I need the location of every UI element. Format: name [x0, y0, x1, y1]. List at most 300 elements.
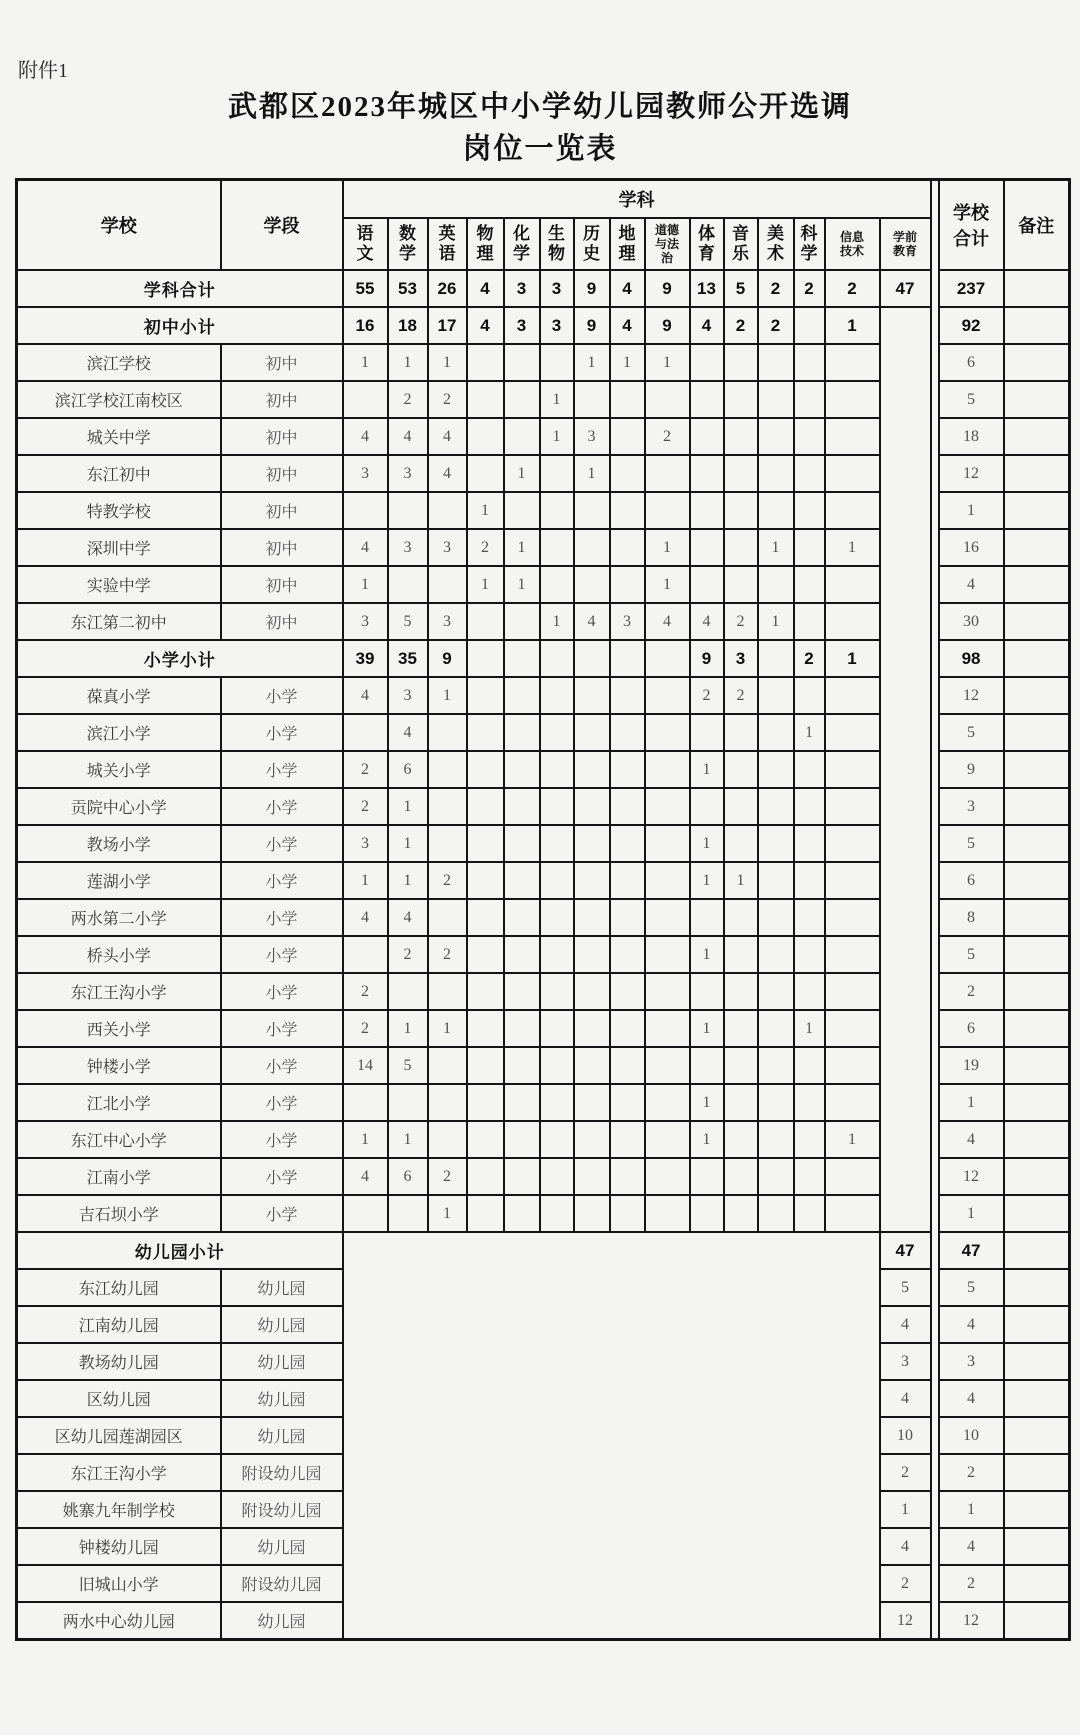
- subject-value-cell: [428, 825, 467, 862]
- subject-value-cell: [467, 1121, 504, 1158]
- subject-value-cell: [504, 973, 540, 1010]
- gap-cell: [931, 1343, 939, 1380]
- subject-value-cell: [724, 751, 758, 788]
- subject-value-cell: 3: [388, 455, 428, 492]
- gap-cell: [931, 677, 939, 714]
- subject-value-cell: [794, 381, 825, 418]
- subject-value-cell: [504, 381, 540, 418]
- subject-value-cell: [645, 492, 690, 529]
- school-name-cell: 教场幼儿园: [17, 1343, 221, 1380]
- subject-value-cell: [428, 788, 467, 825]
- school-total-cell: 1: [939, 492, 1004, 529]
- subject-value-cell: [574, 788, 610, 825]
- subject-value-cell: [758, 751, 794, 788]
- header-subject-group: 学科: [343, 180, 931, 219]
- subject-value-cell: 1: [428, 1010, 467, 1047]
- remark-cell: [1004, 344, 1070, 381]
- subject-value-cell: [504, 1047, 540, 1084]
- subject-value-cell: 1: [388, 788, 428, 825]
- gap-cell: [931, 1084, 939, 1121]
- school-name-cell: 吉石坝小学: [17, 1195, 221, 1232]
- remark-cell: [1004, 307, 1070, 344]
- subject-value-cell: [574, 677, 610, 714]
- subject-value-cell: [758, 492, 794, 529]
- subject-value-cell: [467, 751, 504, 788]
- header-gap-cell: [931, 180, 939, 271]
- school-total-cell: 237: [939, 270, 1004, 307]
- subject-value-cell: [610, 936, 645, 973]
- subject-value-cell: 1: [388, 1010, 428, 1047]
- subject-value-cell: [794, 1158, 825, 1195]
- subject-value-cell: [610, 714, 645, 751]
- subject-value-cell: [645, 751, 690, 788]
- subject-value-cell: 26: [428, 270, 467, 307]
- subject-value-cell: [467, 1195, 504, 1232]
- gap-cell: [931, 270, 939, 307]
- subject-value-cell: [645, 1121, 690, 1158]
- remark-cell: [1004, 640, 1070, 677]
- school-name-cell: 特教学校: [17, 492, 221, 529]
- school-name-cell: 贡院中心小学: [17, 788, 221, 825]
- school-total-cell: 12: [939, 1158, 1004, 1195]
- subject-value-cell: [794, 899, 825, 936]
- school-name-cell: 西关小学: [17, 1010, 221, 1047]
- subject-value-cell: [825, 677, 880, 714]
- subject-value-cell: [645, 936, 690, 973]
- subject-value-cell: 4: [690, 603, 724, 640]
- subject-value-cell: [428, 973, 467, 1010]
- document-title-line1: 武都区2023年城区中小学幼儿园教师公开选调: [227, 91, 852, 123]
- gap-cell: [931, 973, 939, 1010]
- gap-cell: [931, 529, 939, 566]
- subject-value-cell: [758, 899, 794, 936]
- subject-value-cell: 4: [343, 677, 388, 714]
- subject-value-cell: 1: [724, 862, 758, 899]
- header-subject: 体 育: [690, 218, 724, 270]
- school-name-cell: 两水第二小学: [17, 899, 221, 936]
- subject-value-cell: [724, 899, 758, 936]
- subject-value-cell: [343, 1195, 388, 1232]
- preschool-value-cell: 1: [880, 1491, 931, 1528]
- subject-value-cell: [540, 751, 574, 788]
- subject-value-cell: 1: [540, 603, 574, 640]
- school-name-cell: 桥头小学: [17, 936, 221, 973]
- subject-value-cell: [540, 677, 574, 714]
- stage-cell: 幼儿园: [221, 1417, 343, 1454]
- subject-value-cell: [645, 640, 690, 677]
- subject-value-cell: [794, 825, 825, 862]
- school-name-cell: 东江幼儿园: [17, 1269, 221, 1306]
- subject-value-cell: [758, 677, 794, 714]
- subject-value-cell: 9: [690, 640, 724, 677]
- remark-cell: [1004, 751, 1070, 788]
- gap-cell: [931, 899, 939, 936]
- subject-value-cell: [794, 529, 825, 566]
- subject-value-cell: 9: [428, 640, 467, 677]
- school-name-cell: 钟楼小学: [17, 1047, 221, 1084]
- school-total-cell: 1: [939, 1491, 1004, 1528]
- subject-value-cell: [758, 1084, 794, 1121]
- subject-value-cell: 4: [467, 307, 504, 344]
- remark-cell: [1004, 714, 1070, 751]
- school-total-cell: 3: [939, 788, 1004, 825]
- stage-cell: 幼儿园: [221, 1528, 343, 1565]
- subject-value-cell: [825, 455, 880, 492]
- subject-value-cell: 5: [724, 270, 758, 307]
- subject-value-cell: [758, 1047, 794, 1084]
- subject-value-cell: 1: [428, 344, 467, 381]
- subject-value-cell: [540, 973, 574, 1010]
- school-total-cell: 6: [939, 1010, 1004, 1047]
- subject-value-cell: [690, 1158, 724, 1195]
- remark-cell: [1004, 529, 1070, 566]
- subject-value-cell: [825, 788, 880, 825]
- subject-value-cell: 4: [343, 529, 388, 566]
- subject-value-cell: 4: [690, 307, 724, 344]
- subject-value-cell: [467, 603, 504, 640]
- subject-value-cell: [724, 973, 758, 1010]
- remark-cell: [1004, 1454, 1070, 1491]
- school-name-cell: 东江中心小学: [17, 1121, 221, 1158]
- subject-value-cell: [574, 751, 610, 788]
- subject-value-cell: [825, 714, 880, 751]
- subject-value-cell: 2: [343, 973, 388, 1010]
- subject-value-cell: [690, 899, 724, 936]
- subject-value-cell: [467, 936, 504, 973]
- remark-cell: [1004, 862, 1070, 899]
- subject-value-cell: [794, 1121, 825, 1158]
- subject-value-cell: [825, 1195, 880, 1232]
- subject-value-cell: [467, 1084, 504, 1121]
- subject-value-cell: [540, 1010, 574, 1047]
- subject-value-cell: [504, 492, 540, 529]
- subject-value-cell: 3: [610, 603, 645, 640]
- stage-cell: 初中: [221, 344, 343, 381]
- subject-value-cell: [690, 455, 724, 492]
- subject-value-cell: 1: [690, 862, 724, 899]
- subject-value-cell: [690, 1047, 724, 1084]
- subject-value-cell: [724, 825, 758, 862]
- remark-cell: [1004, 1380, 1070, 1417]
- subject-value-cell: [690, 973, 724, 1010]
- subject-value-cell: 4: [428, 455, 467, 492]
- school-name-cell: 深圳中学: [17, 529, 221, 566]
- gap-cell: [931, 1602, 939, 1640]
- subject-value-cell: [343, 492, 388, 529]
- header-subject: 数 学: [388, 218, 428, 270]
- subject-value-cell: [388, 973, 428, 1010]
- subject-value-cell: 1: [428, 1195, 467, 1232]
- subject-value-cell: 4: [610, 270, 645, 307]
- subject-value-cell: [610, 1047, 645, 1084]
- subject-value-cell: [724, 714, 758, 751]
- remark-cell: [1004, 936, 1070, 973]
- subject-value-cell: [645, 1084, 690, 1121]
- subject-value-cell: 1: [645, 566, 690, 603]
- subject-value-cell: 2: [388, 381, 428, 418]
- subject-value-cell: [690, 529, 724, 566]
- subject-value-cell: 4: [467, 270, 504, 307]
- subject-value-cell: [504, 1010, 540, 1047]
- subject-value-cell: 1: [690, 1121, 724, 1158]
- subject-value-cell: [794, 492, 825, 529]
- subject-value-cell: [690, 344, 724, 381]
- subject-value-cell: [504, 603, 540, 640]
- subject-value-cell: [724, 529, 758, 566]
- subject-value-cell: [758, 566, 794, 603]
- school-total-cell: 12: [939, 677, 1004, 714]
- header-subject: 英 语: [428, 218, 467, 270]
- subject-value-cell: 3: [504, 307, 540, 344]
- subject-value-cell: 2: [343, 1010, 388, 1047]
- stage-cell: 小学: [221, 862, 343, 899]
- subject-value-cell: [388, 492, 428, 529]
- subject-value-cell: [690, 418, 724, 455]
- subject-value-cell: [610, 1084, 645, 1121]
- remark-cell: [1004, 1232, 1070, 1269]
- stage-cell: 小学: [221, 936, 343, 973]
- subject-value-cell: [467, 418, 504, 455]
- subject-value-cell: [540, 1084, 574, 1121]
- subject-value-cell: [540, 899, 574, 936]
- remark-cell: [1004, 677, 1070, 714]
- subject-value-cell: [504, 825, 540, 862]
- subject-value-cell: [610, 751, 645, 788]
- subject-value-cell: [758, 381, 794, 418]
- subject-value-cell: [574, 381, 610, 418]
- subject-value-cell: [724, 1010, 758, 1047]
- remark-cell: [1004, 1010, 1070, 1047]
- subject-value-cell: [794, 751, 825, 788]
- gap-cell: [931, 862, 939, 899]
- remark-cell: [1004, 1417, 1070, 1454]
- subject-value-cell: 4: [343, 418, 388, 455]
- subject-value-cell: [724, 344, 758, 381]
- subject-value-cell: [574, 492, 610, 529]
- school-name-cell: 教场小学: [17, 825, 221, 862]
- stage-cell: 附设幼儿园: [221, 1454, 343, 1491]
- subject-value-cell: [388, 1195, 428, 1232]
- remark-cell: [1004, 1121, 1070, 1158]
- gap-cell: [931, 640, 939, 677]
- subject-value-cell: 1: [343, 344, 388, 381]
- subject-value-cell: 3: [388, 677, 428, 714]
- gap-cell: [931, 381, 939, 418]
- subject-value-cell: 14: [343, 1047, 388, 1084]
- subject-value-cell: [540, 455, 574, 492]
- subject-value-cell: [428, 1084, 467, 1121]
- subject-value-cell: 1: [388, 825, 428, 862]
- remark-cell: [1004, 1565, 1070, 1602]
- school-total-cell: 98: [939, 640, 1004, 677]
- subject-value-cell: 2: [724, 603, 758, 640]
- subject-value-cell: 1: [825, 529, 880, 566]
- subject-value-cell: [610, 788, 645, 825]
- stage-cell: 附设幼儿园: [221, 1491, 343, 1528]
- subject-value-cell: 2: [343, 751, 388, 788]
- school-name-cell: 钟楼幼儿园: [17, 1528, 221, 1565]
- subject-value-cell: [610, 566, 645, 603]
- school-total-cell: 30: [939, 603, 1004, 640]
- subject-value-cell: [504, 788, 540, 825]
- stage-cell: 幼儿园: [221, 1380, 343, 1417]
- subject-value-cell: 2: [690, 677, 724, 714]
- subject-value-cell: 2: [758, 307, 794, 344]
- subject-value-cell: 1: [428, 677, 467, 714]
- subject-value-cell: [540, 1121, 574, 1158]
- subject-value-cell: 2: [428, 381, 467, 418]
- subject-value-cell: [540, 862, 574, 899]
- subject-value-cell: 2: [428, 936, 467, 973]
- stage-cell: 幼儿园: [221, 1306, 343, 1343]
- school-name-cell: 江南小学: [17, 1158, 221, 1195]
- subject-value-cell: [724, 1084, 758, 1121]
- subject-value-cell: 1: [794, 714, 825, 751]
- subject-value-cell: [610, 1195, 645, 1232]
- stage-cell: 小学: [221, 1010, 343, 1047]
- subject-value-cell: 1: [388, 344, 428, 381]
- subject-value-cell: [574, 1121, 610, 1158]
- subject-value-cell: 4: [610, 307, 645, 344]
- subject-value-cell: 1: [690, 825, 724, 862]
- school-total-cell: 12: [939, 455, 1004, 492]
- gap-cell: [931, 1010, 939, 1047]
- subject-value-cell: [758, 640, 794, 677]
- subject-value-cell: 1: [825, 640, 880, 677]
- subject-value-cell: 3: [724, 640, 758, 677]
- row-label-cell: 幼儿园小计: [17, 1232, 343, 1269]
- subject-value-cell: [690, 788, 724, 825]
- subject-value-cell: 1: [690, 1010, 724, 1047]
- subject-value-cell: 3: [343, 455, 388, 492]
- subject-value-cell: [574, 862, 610, 899]
- subject-value-cell: 4: [574, 603, 610, 640]
- subject-value-cell: 1: [343, 1121, 388, 1158]
- school-name-cell: 滨江小学: [17, 714, 221, 751]
- remark-cell: [1004, 1158, 1070, 1195]
- remark-cell: [1004, 1306, 1070, 1343]
- subject-value-cell: 4: [388, 899, 428, 936]
- subject-value-cell: [794, 862, 825, 899]
- subject-value-cell: [645, 788, 690, 825]
- preschool-value-cell: 10: [880, 1417, 931, 1454]
- subject-value-cell: 1: [690, 936, 724, 973]
- subject-value-cell: [645, 1158, 690, 1195]
- subject-value-cell: 2: [388, 936, 428, 973]
- subject-value-cell: [504, 418, 540, 455]
- subject-value-cell: [467, 677, 504, 714]
- remark-cell: [1004, 1343, 1070, 1380]
- subject-value-cell: 1: [645, 529, 690, 566]
- subject-value-cell: 1: [343, 862, 388, 899]
- subject-value-cell: [825, 492, 880, 529]
- subject-value-cell: [825, 899, 880, 936]
- stage-cell: 初中: [221, 455, 343, 492]
- school-total-cell: 9: [939, 751, 1004, 788]
- subject-value-cell: 4: [388, 714, 428, 751]
- remark-cell: [1004, 1602, 1070, 1640]
- subject-value-cell: 39: [343, 640, 388, 677]
- subject-value-cell: [343, 1084, 388, 1121]
- subject-value-cell: [758, 418, 794, 455]
- subject-value-cell: [825, 1084, 880, 1121]
- subject-value-cell: [540, 492, 574, 529]
- subject-value-cell: 2: [758, 270, 794, 307]
- subject-value-cell: [794, 973, 825, 1010]
- subject-value-cell: 2: [794, 270, 825, 307]
- preschool-value-cell: 5: [880, 1269, 931, 1306]
- school-name-cell: 葆真小学: [17, 677, 221, 714]
- school-total-cell: 4: [939, 566, 1004, 603]
- subject-value-cell: [574, 566, 610, 603]
- gap-cell: [931, 492, 939, 529]
- preschool-value-cell: 47: [880, 270, 931, 307]
- header-subject: 历 史: [574, 218, 610, 270]
- subject-value-cell: [794, 1047, 825, 1084]
- subject-value-cell: 2: [428, 1158, 467, 1195]
- subject-value-cell: [574, 1047, 610, 1084]
- subject-value-cell: [343, 381, 388, 418]
- subject-value-cell: [467, 825, 504, 862]
- stage-cell: 幼儿园: [221, 1343, 343, 1380]
- stage-cell: 初中: [221, 529, 343, 566]
- subject-value-cell: [467, 862, 504, 899]
- remark-cell: [1004, 270, 1070, 307]
- stage-cell: 初中: [221, 381, 343, 418]
- stage-cell: 小学: [221, 973, 343, 1010]
- stage-cell: 小学: [221, 1195, 343, 1232]
- subject-value-cell: [504, 714, 540, 751]
- subject-value-cell: [504, 862, 540, 899]
- school-total-cell: 6: [939, 344, 1004, 381]
- stage-cell: 小学: [221, 714, 343, 751]
- header-subject: 美 术: [758, 218, 794, 270]
- school-total-cell: 3: [939, 1343, 1004, 1380]
- subject-value-cell: [645, 862, 690, 899]
- subject-value-cell: [645, 381, 690, 418]
- subject-value-cell: 1: [690, 751, 724, 788]
- subject-value-cell: [724, 1047, 758, 1084]
- subject-value-cell: 1: [690, 1084, 724, 1121]
- subject-value-cell: [724, 936, 758, 973]
- stage-cell: 小学: [221, 1084, 343, 1121]
- subject-value-cell: [428, 714, 467, 751]
- preschool-value-cell: 3: [880, 1343, 931, 1380]
- stage-cell: 小学: [221, 1158, 343, 1195]
- stage-cell: 幼儿园: [221, 1602, 343, 1640]
- subject-value-cell: 1: [467, 566, 504, 603]
- subject-value-cell: [574, 640, 610, 677]
- stage-cell: 小学: [221, 1047, 343, 1084]
- subject-value-cell: [467, 1047, 504, 1084]
- subject-value-cell: [540, 936, 574, 973]
- subject-value-cell: [540, 344, 574, 381]
- subject-value-cell: [574, 936, 610, 973]
- gap-cell: [931, 1158, 939, 1195]
- subject-value-cell: [758, 1195, 794, 1232]
- subject-value-cell: [467, 344, 504, 381]
- school-total-cell: 1: [939, 1084, 1004, 1121]
- subject-value-cell: 5: [388, 1047, 428, 1084]
- subject-value-cell: [724, 381, 758, 418]
- subject-value-cell: [825, 566, 880, 603]
- subject-value-cell: 1: [388, 862, 428, 899]
- remark-cell: [1004, 973, 1070, 1010]
- subject-value-cell: [758, 936, 794, 973]
- subject-value-cell: 1: [504, 529, 540, 566]
- subject-value-cell: [610, 1158, 645, 1195]
- subject-value-cell: [794, 1195, 825, 1232]
